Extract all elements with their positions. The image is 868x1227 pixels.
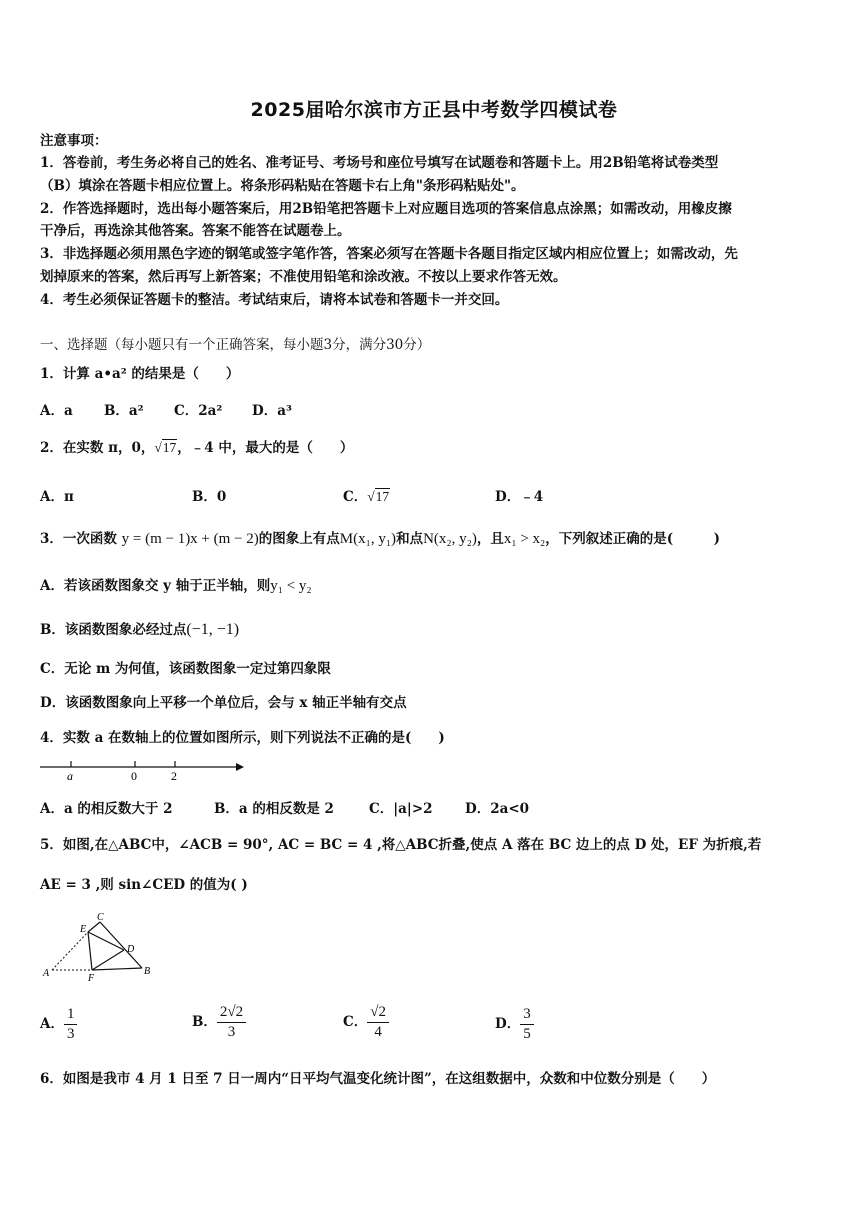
- arrow-icon: [236, 763, 244, 771]
- q3-text: ，下列叙述正确的是( ): [545, 531, 721, 547]
- notice-line: 3．非选择题必须用黑色字迹的钢笔或签字笔作答，答案必须写在答题卡各题目指定区域内相应位置上；如需改动，先: [40, 246, 738, 262]
- q3-option-a: [40, 577, 312, 595]
- radicand: 17: [162, 440, 177, 455]
- q3-text: 的图象上有点: [258, 531, 340, 547]
- numerator: 3: [520, 1006, 534, 1025]
- sqrt-17: √17: [367, 489, 390, 504]
- q1-option-c: C．2a²: [174, 403, 223, 419]
- fraction: [217, 1004, 246, 1041]
- q3-text: 和点: [396, 531, 424, 547]
- notice-heading: 注意事项：: [40, 133, 108, 149]
- q2-option-c: [343, 485, 390, 505]
- segment-df: [92, 950, 124, 970]
- label-c: C: [97, 912, 104, 923]
- q2-option-d: D．﹣4: [495, 489, 544, 505]
- denominator: 3: [66, 1026, 75, 1042]
- numerator: √2: [367, 1004, 389, 1023]
- q5-option-b-label: B．: [192, 1014, 217, 1030]
- q2-option-a: A．π: [40, 489, 74, 505]
- q3-text: 3．一次函数: [40, 531, 117, 547]
- q5-option-b: [192, 1004, 246, 1041]
- notice-line: 划掉原来的答案，然后再写上新答案；不准使用铅笔和涂改液。不按以上要求作答无效。: [40, 269, 567, 285]
- q3-option-a-text: A．若该函数图象交 y 轴于正半轴，则: [40, 578, 271, 594]
- segment-ce: [88, 922, 100, 932]
- q2-option-b: B．0: [192, 489, 227, 505]
- q3-option-b-text: B．该函数图象必经过点: [40, 622, 187, 638]
- q3-option-b-math: (−1, −1): [186, 621, 240, 638]
- question-4-stem: 4．实数 a 在数轴上的位置如图所示，则下列说法不正确的是( ): [40, 730, 445, 746]
- q4-option-c: C．|a|>2: [369, 801, 433, 817]
- question-1-stem: 1．计算 a•a² 的结果是（ ）: [40, 366, 240, 382]
- q3-option-c: C．无论 m 为何值，该函数图象一定过第四象限: [40, 661, 331, 677]
- notice-line: 干净后，再选涂其他答案。答案不能答在试题卷上。: [40, 223, 351, 239]
- label-b: B: [144, 966, 151, 977]
- segment-ef: [88, 932, 92, 970]
- question-2-stem: [40, 439, 353, 457]
- segment-ae: [52, 932, 88, 970]
- label-f: F: [88, 973, 95, 984]
- segment-ed: [88, 932, 124, 950]
- axis-label-a: a: [67, 769, 73, 783]
- q5-option-d: [495, 1006, 534, 1043]
- section-heading: 一、选择题（每小题只有一个正确答案，每小题3分，满分30分）: [40, 337, 431, 353]
- q3-option-b: [40, 621, 239, 639]
- fraction: [367, 1004, 389, 1041]
- q5-option-d-label: D．: [495, 1016, 521, 1032]
- sqrt-17: √17: [154, 440, 177, 455]
- notice-line: （B）填涂在答题卡相应位置上。将条形码粘贴在答题卡右上角"条形码粘贴处"。: [40, 178, 525, 194]
- q1-option-a: A．a: [40, 403, 73, 419]
- denominator: 5: [523, 1026, 531, 1042]
- q3-text: ，且: [476, 531, 504, 547]
- q5-option-a-label: A．: [40, 1016, 64, 1032]
- q3-option-a-math: y₁ < y₂: [270, 578, 312, 594]
- q1-option-d: D．a³: [252, 403, 292, 419]
- question-6-stem: 6．如图是我市 4 月 1 日至 7 日一周内“日平均气温变化统计图”，在这组数据中，众数和中位数分别是（ ）: [40, 1071, 716, 1087]
- notice-line: 2．作答选择题时，选出每小题答案后，用2B铅笔把答题卡上对应题目选项的答案信息点涂黑；如需改动，用橡皮擦: [40, 201, 732, 217]
- axis-label-0: 0: [131, 769, 137, 783]
- notice-line: 4．考生必须保证答题卡的整洁。考试结束后，请将本试卷和答题卡一并交回。: [40, 292, 509, 308]
- q3-point-n: N(x₂, y₂): [423, 531, 477, 547]
- q3-function: y = (m − 1)x + (m − 2): [121, 531, 259, 547]
- denominator: 3: [227, 1024, 236, 1040]
- fraction: [64, 1006, 78, 1043]
- segment-fb: [92, 968, 142, 970]
- fraction: [520, 1006, 534, 1043]
- question-5-stem-line2: AE = 3 ,则 sin∠CED 的值为( ): [40, 877, 248, 893]
- q5-option-c: [343, 1004, 389, 1041]
- label-e: E: [80, 924, 87, 935]
- triangle-figure: [38, 910, 158, 984]
- q2-stem-a: 2．在实数 π，0，: [40, 440, 155, 456]
- q3-option-d: D．该函数图象向上平移一个单位后，会与 x 轴正半轴有交点: [40, 695, 407, 711]
- q5-option-a: [40, 1006, 77, 1043]
- notice-line: 1．答卷前，考生务必将自己的姓名、准考证号、考场号和座位号填写在试题卷和答题卡上。用2B铅笔将试卷类型: [40, 155, 719, 171]
- q3-point-m: M(x₁, y₁): [339, 531, 397, 547]
- q1-option-b: B．a²: [104, 403, 144, 419]
- numerator: 2√2: [217, 1004, 246, 1023]
- axis-label-2: 2: [171, 769, 177, 783]
- page-title: 2025届哈尔滨市方正县中考数学四模试卷: [250, 99, 618, 121]
- numerator: 1: [64, 1006, 78, 1025]
- denominator: 4: [374, 1024, 382, 1040]
- q4-option-a: A．a 的相反数大于 2: [40, 801, 173, 817]
- q4-option-d: D．2a<0: [465, 801, 530, 817]
- label-d: D: [127, 944, 135, 955]
- radicand: 17: [375, 489, 390, 504]
- q5-option-c-label: C．: [343, 1014, 368, 1030]
- label-a: A: [43, 968, 50, 979]
- q3-condition: x₁ > x₂: [503, 531, 546, 547]
- question-3-stem: [40, 530, 720, 548]
- question-5-stem-line1: 5．如图,在△ABC中，∠ACB = 90°, AC = BC = 4 ,将△ABC折叠,使点 A 落在 BC 边上的点 D 处，EF 为折痕,若: [40, 837, 762, 853]
- q2-option-c-label: C．: [343, 489, 368, 505]
- number-line-figure: [38, 756, 248, 786]
- q4-option-b: B．a 的相反数是 2: [214, 801, 334, 817]
- q2-stem-b: ，﹣4 中，最大的是（ ）: [177, 440, 354, 456]
